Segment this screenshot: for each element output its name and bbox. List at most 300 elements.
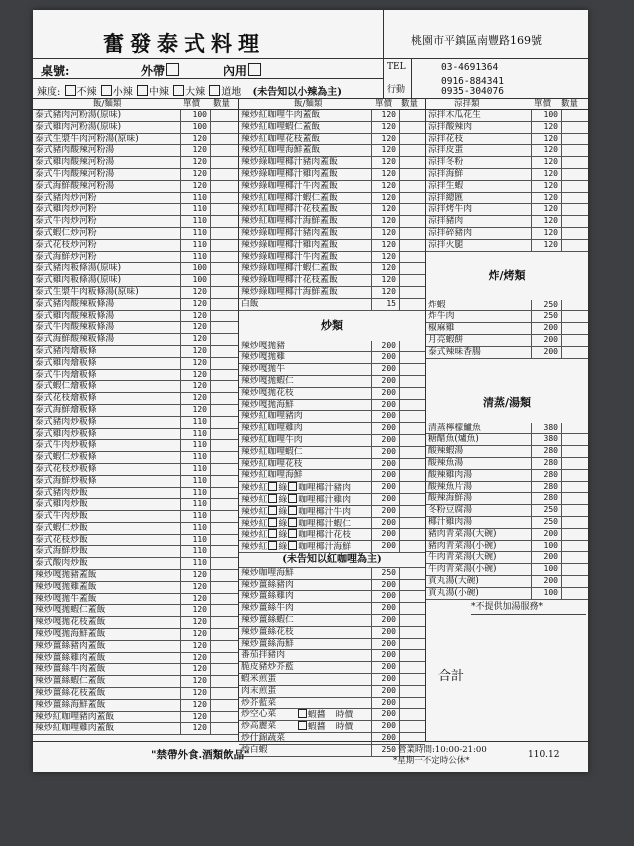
item-name: 牛肉青菜湯(大碗) <box>428 552 497 563</box>
menu-item-row <box>33 181 238 193</box>
quantity-cell[interactable] <box>399 470 425 481</box>
item-name: 辣炒薑絲雞肉 <box>241 591 294 602</box>
quantity-cell[interactable] <box>210 145 238 156</box>
quantity-cell[interactable] <box>210 334 238 345</box>
quantity-cell[interactable] <box>399 615 425 626</box>
quantity-cell[interactable] <box>561 493 588 504</box>
menu-item-row <box>33 570 238 582</box>
menu-item-row <box>239 568 425 580</box>
fried-dish-row <box>426 335 588 347</box>
quantity-cell[interactable] <box>399 352 425 363</box>
quantity-cell[interactable] <box>561 458 588 469</box>
quantity-cell[interactable] <box>561 134 588 145</box>
quantity-cell[interactable] <box>399 568 425 579</box>
quantity-cell[interactable] <box>210 629 238 640</box>
item-price: 120 <box>381 239 396 249</box>
quantity-cell[interactable] <box>210 700 238 711</box>
quantity-cell[interactable] <box>210 641 238 652</box>
item-name: 辣炒紅咖哩椰汁海鮮蓋飯 <box>241 216 338 227</box>
quantity-cell[interactable] <box>210 228 238 239</box>
quantity-cell[interactable] <box>561 588 588 599</box>
quantity-cell[interactable] <box>399 721 425 732</box>
rice-noodle-column-2 <box>239 99 425 757</box>
no-outside-food-notice: "禁帶外食.酒類飲品" <box>151 749 250 761</box>
quantity-cell[interactable] <box>399 580 425 591</box>
dine-in-checkbox[interactable] <box>248 63 261 76</box>
item-name: 辣炒紅咖哩蝦仁 <box>241 446 303 457</box>
side-dish-column <box>426 99 588 685</box>
soup-row <box>426 576 588 588</box>
cold-dish-row <box>426 134 588 146</box>
address: 桃園市平鎮區南豐路169號 <box>411 34 542 47</box>
item-name: 涼拌木瓜花生 <box>428 110 481 120</box>
quantity-cell[interactable] <box>210 346 238 357</box>
quantity-cell[interactable] <box>210 393 238 404</box>
quantity-cell[interactable] <box>399 650 425 661</box>
item-price: 120 <box>192 381 207 391</box>
item-name: 辣炒薑絲花枝 <box>241 626 294 637</box>
quantity-cell[interactable] <box>210 252 238 263</box>
item-price: 120 <box>192 168 207 178</box>
quantity-cell[interactable] <box>561 470 588 481</box>
item-price: 120 <box>192 676 207 686</box>
quantity-cell[interactable] <box>561 541 588 552</box>
menu-item-row <box>239 639 425 651</box>
green-curry-checkbox[interactable] <box>288 541 297 550</box>
quantity-cell[interactable] <box>210 240 238 251</box>
item-price: 110 <box>192 416 207 426</box>
quantity-cell[interactable] <box>210 134 238 145</box>
quantity-cell[interactable] <box>210 594 238 605</box>
item-price: 120 <box>192 699 207 709</box>
item-price: 250 <box>381 567 396 577</box>
quantity-cell[interactable] <box>399 603 425 614</box>
quantity-cell[interactable] <box>210 688 238 699</box>
quantity-cell[interactable] <box>210 358 238 369</box>
menu-item-row <box>33 700 238 712</box>
quantity-cell[interactable] <box>399 698 425 709</box>
quantity-cell[interactable] <box>210 511 238 522</box>
item-name: 涼拌總匯 <box>428 192 464 203</box>
menu-item-row <box>239 615 425 627</box>
green-curry-checkbox[interactable] <box>288 529 297 538</box>
item-price: 120 <box>381 286 396 296</box>
item-name: 辣炒嘎拋花枝 <box>241 387 294 398</box>
menu-item-row <box>239 169 425 181</box>
quantity-cell[interactable] <box>561 240 588 251</box>
item-price: 200 <box>381 662 396 672</box>
curry-row <box>239 494 425 506</box>
item-price: 120 <box>192 334 207 344</box>
menu-item-row <box>33 381 238 393</box>
quantity-cell[interactable] <box>561 552 588 563</box>
menu-item-row <box>33 370 238 382</box>
quantity-cell[interactable] <box>399 388 425 399</box>
quantity-cell[interactable] <box>561 564 588 575</box>
quantity-cell[interactable] <box>399 686 425 697</box>
quantity-cell[interactable] <box>210 169 238 180</box>
quantity-cell[interactable] <box>210 499 238 510</box>
item-name: 豬肉青菜湯(大碗) <box>428 528 497 539</box>
quantity-cell[interactable] <box>210 287 238 298</box>
item-name: 涼拌烤牛肉 <box>428 204 472 215</box>
quantity-cell[interactable] <box>210 204 238 215</box>
quantity-cell[interactable] <box>210 464 238 475</box>
quantity-cell[interactable] <box>399 411 425 422</box>
quantity-cell[interactable] <box>561 446 588 457</box>
menu-item-row <box>33 145 238 157</box>
item-name: 辣炒紅咖哩豬肉 <box>241 411 303 422</box>
item-name: 辣炒咖哩海鮮 <box>241 567 294 578</box>
item-price: 250 <box>381 744 396 754</box>
quantity-cell[interactable] <box>561 204 588 215</box>
vegetable-row <box>239 709 425 721</box>
quantity-cell[interactable] <box>399 541 425 552</box>
quantity-cell[interactable] <box>561 576 588 587</box>
menu-item-row <box>239 627 425 639</box>
quantity-cell[interactable] <box>210 216 238 227</box>
quantity-cell[interactable] <box>561 122 588 133</box>
menu-item-row <box>33 688 238 700</box>
item-name: 泰式雞肉酸辣河粉湯 <box>35 157 115 168</box>
quantity-cell[interactable] <box>210 381 238 392</box>
business-hours: 營業時間:10:00-21:00 <box>398 745 487 755</box>
item-name: 辣炒紅咖哩花枝蓋飯 <box>241 133 321 144</box>
spicy-checkbox-medium[interactable] <box>137 85 148 96</box>
quantity-cell[interactable] <box>399 145 425 156</box>
shrimp-paste-option[interactable]: 蝦醬 時價 <box>297 709 353 721</box>
item-price: 110 <box>192 475 207 485</box>
item-price: 120 <box>543 168 558 178</box>
stir-fry-row <box>239 459 425 471</box>
quantity-cell[interactable] <box>399 459 425 470</box>
quantity-cell[interactable] <box>399 447 425 458</box>
item-price: 120 <box>192 345 207 355</box>
menu-item-row <box>33 558 238 570</box>
item-price: 120 <box>381 180 396 190</box>
quantity-cell[interactable] <box>210 535 238 546</box>
quantity-cell[interactable] <box>399 376 425 387</box>
item-name: 蝦米煎蛋 <box>241 674 277 685</box>
menu-item-row <box>33 252 238 264</box>
menu-item-row <box>33 476 238 488</box>
quantity-cell[interactable] <box>399 435 425 446</box>
item-price: 110 <box>192 192 207 202</box>
spicy-level: 辣度: 不辣 小辣 中辣 大辣 道地 (未告知以小辣為主) <box>37 87 342 98</box>
quantity-cell[interactable] <box>399 423 425 434</box>
quantity-cell[interactable] <box>561 517 588 528</box>
column-header: 飯/麵類 單價 數量 <box>33 99 238 110</box>
item-name: 炒芥藍菜 <box>241 697 277 708</box>
quantity-cell[interactable] <box>561 228 588 239</box>
quantity-cell[interactable] <box>561 434 588 445</box>
item-price: 120 <box>381 251 396 261</box>
quantity-cell[interactable] <box>399 674 425 685</box>
item-name: 辣炒薑絲雞肉蓋飯 <box>35 652 106 663</box>
quantity-cell[interactable] <box>210 558 238 569</box>
item-name: 清蒸檸檬鱸魚 <box>428 422 481 433</box>
quantity-cell[interactable] <box>561 347 588 358</box>
quantity-cell[interactable] <box>399 529 425 540</box>
quantity-cell[interactable] <box>210 546 238 557</box>
quantity-cell[interactable] <box>210 653 238 664</box>
menu-item-row <box>33 594 238 606</box>
quantity-cell[interactable] <box>399 157 425 168</box>
item-price: 380 <box>543 434 558 444</box>
stir-fry-title: 炒類 <box>321 318 343 332</box>
item-name: 泰式牛肉炒河粉 <box>35 216 97 227</box>
item-price: 110 <box>192 216 207 226</box>
quantity-cell[interactable] <box>210 712 238 723</box>
item-name: 番茄拌豬肉 <box>241 650 285 661</box>
menu-item-row <box>33 240 238 252</box>
quantity-cell[interactable] <box>210 664 238 675</box>
soup-row <box>426 517 588 529</box>
quantity-cell[interactable] <box>210 452 238 463</box>
menu-item-row <box>33 287 238 299</box>
menu-item-row <box>33 464 238 476</box>
item-name: 辣炒紅 綠 咖哩椰汁豬肉 <box>241 483 352 494</box>
quantity-cell[interactable] <box>399 193 425 204</box>
red-curry-checkbox[interactable] <box>268 518 277 527</box>
stir-fry-row <box>239 447 425 459</box>
item-price: 120 <box>192 581 207 591</box>
menu-item-row <box>33 488 238 500</box>
curry-row <box>239 529 425 541</box>
cold-dish-row <box>426 228 588 240</box>
item-name: 涼拌碎豬肉 <box>428 227 472 238</box>
item-price: 110 <box>192 239 207 249</box>
quantity-cell[interactable] <box>399 252 425 263</box>
quantity-cell[interactable] <box>210 181 238 192</box>
spicy-checkbox-hot[interactable] <box>173 85 184 96</box>
quantity-cell[interactable] <box>210 370 238 381</box>
quantity-cell[interactable] <box>561 169 588 180</box>
quantity-cell[interactable] <box>210 605 238 616</box>
spicy-checkbox-none[interactable] <box>65 85 76 96</box>
quantity-cell[interactable] <box>210 193 238 204</box>
item-price: 200 <box>543 346 558 356</box>
quantity-cell[interactable] <box>399 639 425 650</box>
soup-row <box>426 434 588 446</box>
menu-item-row <box>33 193 238 205</box>
quantity-cell[interactable] <box>210 488 238 499</box>
item-name: 酸辣魚片湯 <box>428 481 472 492</box>
quantity-cell[interactable] <box>210 263 238 274</box>
quantity-cell[interactable] <box>561 311 588 322</box>
quantity-cell[interactable] <box>210 299 238 310</box>
item-price: 120 <box>192 298 207 308</box>
quantity-cell[interactable] <box>210 157 238 168</box>
menu-item-row <box>239 674 425 686</box>
quantity-cell[interactable] <box>210 110 238 121</box>
green-curry-checkbox[interactable] <box>288 482 297 491</box>
shrimp-paste-option[interactable]: 蝦醬 時價 <box>297 721 353 733</box>
item-price: 110 <box>192 522 207 532</box>
red-curry-checkbox[interactable] <box>268 506 277 515</box>
quantity-cell[interactable] <box>399 263 425 274</box>
quantity-cell[interactable] <box>399 216 425 227</box>
quantity-cell[interactable] <box>561 423 588 434</box>
quantity-cell[interactable] <box>210 582 238 593</box>
quantity-cell[interactable] <box>210 723 238 734</box>
menu-item-row <box>239 240 425 252</box>
quantity-cell[interactable] <box>561 157 588 168</box>
spicy-checkbox-authentic[interactable] <box>209 85 220 96</box>
item-name: 涼拌海鮮 <box>428 168 464 179</box>
item-price: 120 <box>192 664 207 674</box>
item-name: 辣炒綠咖哩椰汁花枝蓋飯 <box>241 275 338 286</box>
cold-dish-row <box>426 181 588 193</box>
item-price: 280 <box>543 469 558 479</box>
item-name: 炸牛肉 <box>428 311 455 322</box>
quantity-cell[interactable] <box>561 505 588 516</box>
quantity-cell[interactable] <box>399 518 425 529</box>
item-price: 280 <box>543 493 558 503</box>
quantity-cell[interactable] <box>399 181 425 192</box>
menu-item-row <box>33 157 238 169</box>
quantity-cell[interactable] <box>399 122 425 133</box>
quantity-cell[interactable] <box>210 417 238 428</box>
quantity-cell[interactable] <box>210 617 238 628</box>
quantity-cell[interactable] <box>399 287 425 298</box>
menu-item-row <box>239 650 425 662</box>
quantity-cell[interactable] <box>399 134 425 145</box>
item-price: 100 <box>543 564 558 574</box>
quantity-cell[interactable] <box>210 429 238 440</box>
quantity-cell[interactable] <box>399 299 425 310</box>
quantity-cell[interactable] <box>210 311 238 322</box>
soup-row <box>426 552 588 564</box>
item-price: 120 <box>381 145 396 155</box>
item-price: 200 <box>381 733 396 743</box>
item-name: 豬肉青菜湯(小碗) <box>428 540 497 551</box>
item-price: 120 <box>192 180 207 190</box>
fried-dish-row <box>426 323 588 335</box>
item-name: 泰式雞肉燴粄條 <box>35 357 97 368</box>
quantity-cell[interactable] <box>561 181 588 192</box>
item-price: 120 <box>192 652 207 662</box>
menu-item-row <box>33 216 238 228</box>
item-price: 120 <box>192 369 207 379</box>
item-name: 辣炒紅 綠 咖哩椰汁雞肉 <box>241 494 352 505</box>
item-name: 辣炒綠咖哩椰汁牛肉蓋飯 <box>241 180 338 191</box>
stir-fry-row <box>239 364 425 376</box>
item-price: 200 <box>381 434 396 444</box>
green-curry-checkbox[interactable] <box>288 518 297 527</box>
quantity-cell[interactable] <box>561 482 588 493</box>
quantity-cell[interactable] <box>561 216 588 227</box>
green-curry-checkbox[interactable] <box>288 506 297 515</box>
quantity-cell[interactable] <box>399 240 425 251</box>
soup-row <box>426 423 588 435</box>
quantity-cell[interactable] <box>210 275 238 286</box>
item-price: 280 <box>543 446 558 456</box>
item-price: 250 <box>543 299 558 309</box>
dine-in-option[interactable]: 內用 <box>223 62 262 79</box>
cold-dish-row <box>426 204 588 216</box>
soup-row <box>426 588 588 600</box>
quantity-cell[interactable] <box>399 709 425 720</box>
quantity-cell[interactable] <box>399 275 425 286</box>
quantity-cell[interactable] <box>561 145 588 156</box>
spicy-checkbox-mild[interactable] <box>101 85 112 96</box>
quantity-cell[interactable] <box>210 676 238 687</box>
item-price: 120 <box>381 275 396 285</box>
restaurant-name: 奮發泰式料理 <box>103 31 265 56</box>
red-curry-checkbox[interactable] <box>268 482 277 491</box>
red-curry-checkbox[interactable] <box>268 541 277 550</box>
quantity-cell[interactable] <box>399 110 425 121</box>
menu-item-row <box>239 275 425 287</box>
quantity-cell[interactable] <box>210 405 238 416</box>
quantity-cell[interactable] <box>399 662 425 673</box>
quantity-cell[interactable] <box>399 341 425 352</box>
green-curry-checkbox[interactable] <box>288 494 297 503</box>
quantity-cell[interactable] <box>561 529 588 540</box>
item-price: 250 <box>543 516 558 526</box>
item-name: 辣炒嘎拋花枝蓋飯 <box>35 617 106 628</box>
item-name: 泰式牛肉炒飯 <box>35 511 88 522</box>
item-name: 辣炒嘎拋蝦仁蓋飯 <box>35 605 106 616</box>
curry-row <box>239 506 425 518</box>
item-name: 泰式雞肉粄條湯(原味) <box>35 275 122 286</box>
quantity-cell[interactable] <box>210 122 238 133</box>
quantity-cell[interactable] <box>399 204 425 215</box>
quantity-cell[interactable] <box>399 228 425 239</box>
item-name: 辣炒嘎拋豬蓋飯 <box>35 570 97 581</box>
red-curry-checkbox[interactable] <box>268 494 277 503</box>
red-curry-checkbox[interactable] <box>268 529 277 538</box>
quantity-cell[interactable] <box>399 400 425 411</box>
quantity-cell[interactable] <box>561 335 588 346</box>
quantity-cell[interactable] <box>561 110 588 121</box>
quantity-cell[interactable] <box>561 193 588 204</box>
quantity-cell[interactable] <box>399 364 425 375</box>
item-name: 辣炒綠咖哩椰汁雞肉蓋飯 <box>241 168 338 179</box>
item-name: 炒空心菜 <box>241 709 277 720</box>
quantity-cell[interactable] <box>399 591 425 602</box>
stir-fry-row <box>239 376 425 388</box>
quantity-cell[interactable] <box>210 476 238 487</box>
quantity-cell[interactable] <box>210 440 238 451</box>
quantity-cell[interactable] <box>399 506 425 517</box>
quantity-cell[interactable] <box>399 169 425 180</box>
takeout-option[interactable]: 外帶 <box>141 62 180 79</box>
fried-dish-row <box>426 300 588 312</box>
menu-item-row <box>33 582 238 594</box>
quantity-cell[interactable] <box>210 570 238 581</box>
item-name: 泰式牛肉炒粄條 <box>35 440 97 451</box>
item-price: 200 <box>381 446 396 456</box>
takeout-checkbox[interactable] <box>166 63 179 76</box>
item-price: 110 <box>192 440 207 450</box>
menu-item-row <box>33 299 238 311</box>
quantity-cell[interactable] <box>399 482 425 493</box>
item-price: 200 <box>381 482 396 492</box>
quantity-cell[interactable] <box>210 322 238 333</box>
item-name: 辣炒紅咖哩雞肉 <box>241 423 303 434</box>
quantity-cell[interactable] <box>561 323 588 334</box>
menu-item-row <box>33 452 238 464</box>
menu-item-row <box>239 134 425 146</box>
quantity-cell[interactable] <box>210 523 238 534</box>
quantity-cell[interactable] <box>399 494 425 505</box>
menu-item-row <box>239 216 425 228</box>
item-price: 200 <box>381 517 396 527</box>
quantity-cell[interactable] <box>561 300 588 311</box>
quantity-cell[interactable] <box>399 627 425 638</box>
